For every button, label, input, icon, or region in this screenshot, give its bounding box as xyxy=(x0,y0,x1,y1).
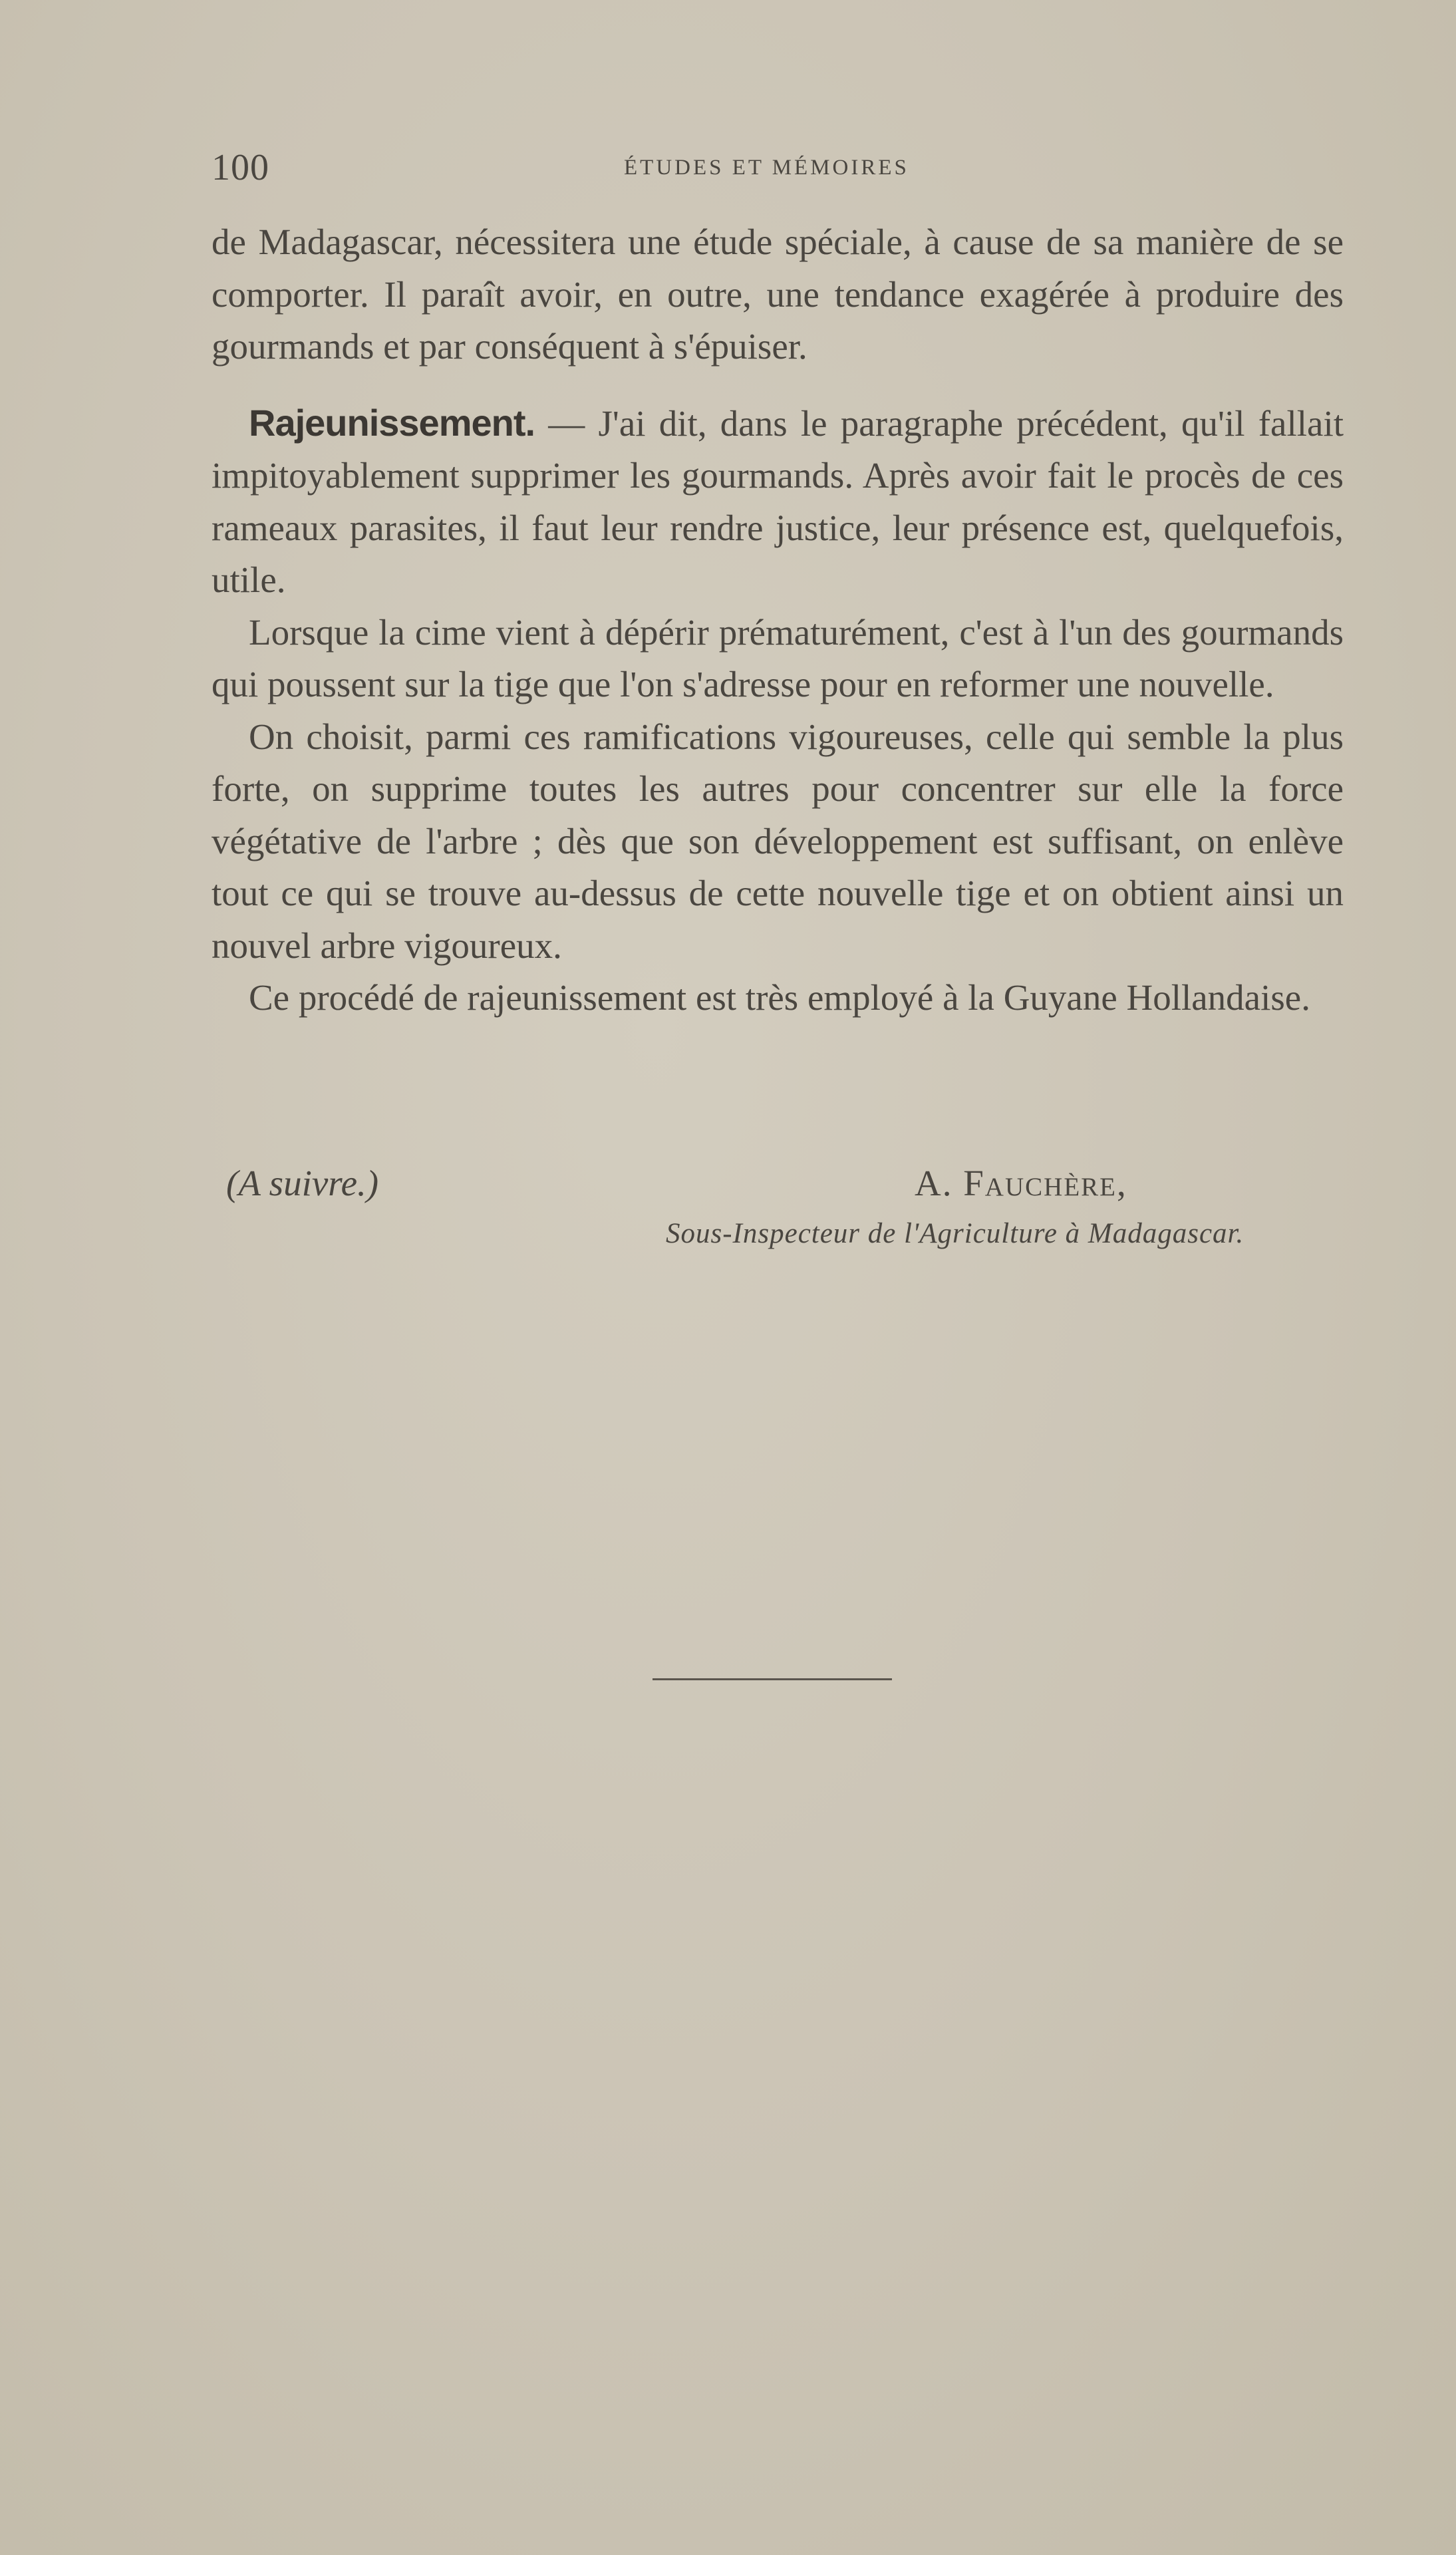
paragraph-text: — J'ai dit, dans le paragraphe précédent, qu'il fallait impitoyablement supprimer les gourmands. Après avoir fait le procès de ces rameaux parasites, il faut leur rendre justice, leur présence est, quelquefois, utile. xyxy=(212,402,1344,600)
article-body xyxy=(212,216,1344,1024)
paragraph-continuation: de Madagascar, nécessitera une étude spéciale, à cause de sa manière de se comporter. Il paraît avoir, en outre, une tendance exagérée à produire des gourmands et par conséquent à s'épuiser. xyxy=(212,222,1344,367)
page-number: 100 xyxy=(212,147,269,188)
paragraph: Ce procédé de rajeunissement est très employé à la Guyane Hollandaise. xyxy=(249,977,1310,1018)
paragraph: Lorsque la cime vient à dépérir prématurément, c'est à l'un des gourmands qui poussent sur la tige que l'on s'adresse pour en reformer une nouvelle. xyxy=(212,611,1344,704)
paragraph: On choisit, parmi ces ramifications vigoureuses, celle qui semble la plus forte, on supprime toutes les autres pour concentrer sur elle la force végétative de l'arbre ; dès que son développement est suffisant, on enlève tout ce qui se trouve au-dessus de cette nouvelle tige et on obtient ainsi un nouvel arbre vigoureux. xyxy=(212,716,1344,966)
running-title: ÉTUDES ET MÉMOIRES xyxy=(624,156,909,180)
author-name: A. Fauchère, xyxy=(915,1163,1127,1203)
paragraph-rajeunissement xyxy=(212,397,1344,607)
end-rule xyxy=(653,1678,892,1680)
paragraph-gap xyxy=(212,373,1344,397)
signature-block xyxy=(212,1162,1344,1249)
author-title: Sous-Inspecteur de l'Agriculture à Madagascar. xyxy=(666,1218,1244,1249)
running-header xyxy=(212,146,1356,193)
to-be-continued-note: (A suivre.) xyxy=(226,1163,379,1203)
section-heading: Rajeunissement. xyxy=(249,401,535,444)
